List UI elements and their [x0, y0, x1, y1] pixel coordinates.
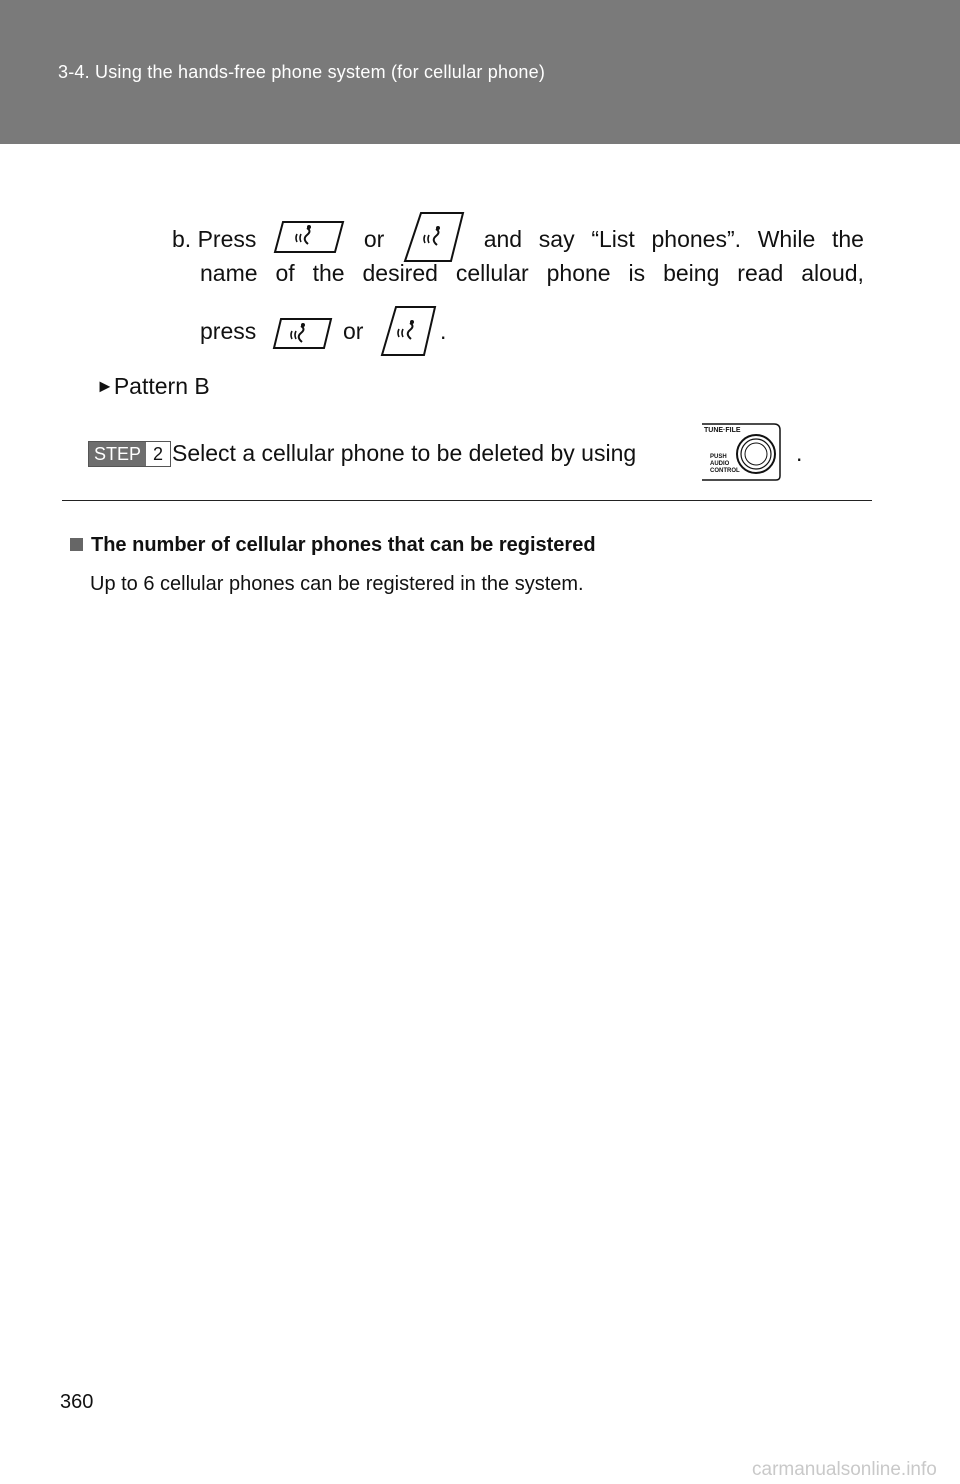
step-badge — [88, 441, 171, 467]
arrow-right-icon: ► — [96, 376, 114, 396]
square-bullet-icon — [70, 538, 83, 551]
knob-label-control: CONTROL — [710, 468, 740, 474]
tune-file-knob-icon — [698, 420, 784, 487]
word: and — [483, 225, 523, 252]
step-word: STEP — [89, 442, 146, 466]
talk-switch-icon — [272, 316, 334, 357]
word: aloud, — [801, 260, 864, 286]
word: read — [737, 260, 784, 286]
word: phone — [546, 260, 611, 286]
word: being — [663, 260, 720, 286]
step-2-text: Select a cellular phone to be deleted by using — [172, 440, 637, 466]
step-b-line-3-press: press — [200, 318, 257, 344]
word: cellular — [455, 260, 529, 286]
pattern-label: Pattern B — [113, 373, 210, 399]
period: . — [796, 440, 803, 466]
note-heading — [70, 534, 596, 557]
step-b-label: b. Press — [172, 225, 257, 252]
section-title: 3-4. Using the hands-free phone system (for cellular phone) — [58, 62, 546, 82]
note-heading-text: The number of cellular phones that can be registered — [91, 534, 596, 556]
talk-switch-slanted-icon — [378, 303, 438, 364]
page-number: 360 — [60, 1391, 94, 1413]
word: While — [757, 225, 816, 252]
word: the — [831, 225, 864, 252]
section-divider — [62, 500, 872, 501]
step-number: 2 — [146, 442, 170, 466]
period: . — [440, 318, 447, 344]
word: the — [312, 260, 345, 286]
word: of — [275, 260, 295, 286]
knob-label-push: PUSH — [710, 454, 727, 460]
pattern-heading — [96, 375, 210, 398]
or-text: or — [343, 318, 364, 344]
step-b-line-2 — [200, 262, 864, 285]
or-text: or — [363, 225, 385, 252]
note-body: Up to 6 cellular phones can be registered in the system. — [90, 573, 584, 595]
watermark: carmanualsonline.info — [752, 1459, 937, 1480]
page-header — [0, 0, 960, 144]
knob-label-top: TUNE·FILE — [704, 427, 741, 434]
word: is — [628, 260, 646, 286]
word: name — [200, 260, 258, 286]
word: say — [538, 225, 575, 252]
word: phones”. — [651, 225, 741, 252]
word: desired — [362, 260, 438, 286]
word: “List — [591, 225, 635, 252]
knob-label-audio: AUDIO — [710, 461, 730, 467]
talk-switch-icon — [273, 218, 347, 260]
